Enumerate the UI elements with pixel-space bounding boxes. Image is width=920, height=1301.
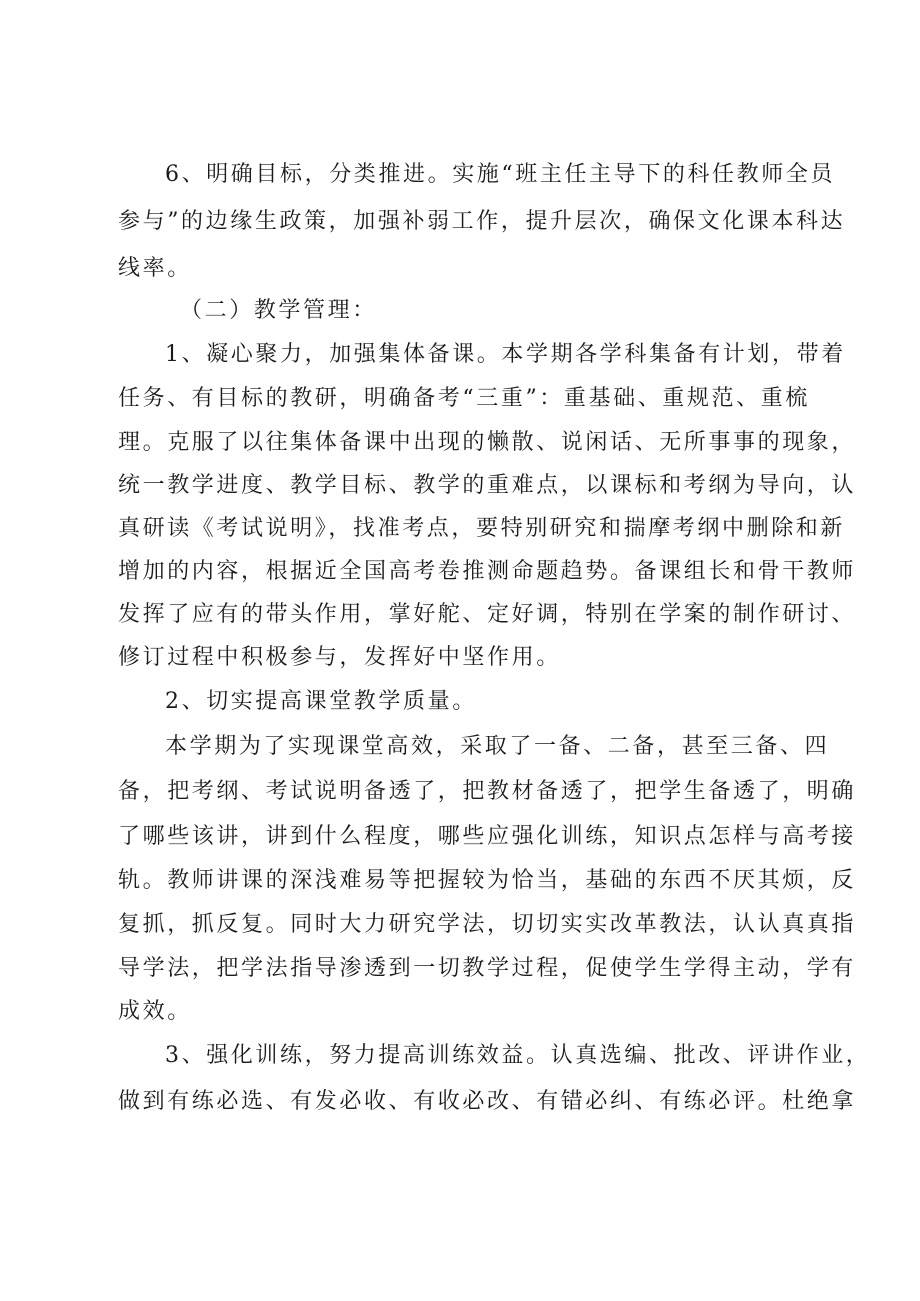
paragraph-1-line-7: 发挥了应有的带头作用，掌好舵、定好调，特别在学案的制作研讨、	[118, 602, 857, 627]
paragraph-2-line-1: 本学期为了实现课堂高效，采取了一备、二备，甚至三备、四	[165, 734, 830, 759]
paragraph-1-line-8: 修订过程中积极参与，发挥好中坚作用。	[118, 645, 561, 670]
paragraph-1-line-1: 1、凝心聚力，加强集体备课。本学期各学科集备有计划，带着	[165, 342, 846, 367]
paragraph-6-line-1: 6、明确目标，分类推进。实施“班主任主导下的科任教师全员	[165, 162, 836, 187]
section-heading-teaching-management: （二）教学管理：	[180, 298, 377, 323]
paragraph-1-line-3: 理。克服了以往集体备课中出现的懒散、说闲话、无所事事的现象，	[118, 430, 857, 455]
paragraph-2-heading: 2、切实提高课堂教学质量。	[165, 689, 477, 714]
paragraph-2-line-7: 成效。	[118, 999, 192, 1024]
paragraph-3-line-1: 3、强化训练，努力提高训练效益。认真选编、批改、评讲作业，	[165, 1043, 871, 1068]
paragraph-6-line-2: 参与”的边缘生政策，加强补弱工作，提升层次，确保文化课本科达	[118, 209, 846, 234]
paragraph-6-line-3: 线率。	[118, 256, 192, 281]
paragraph-2-line-3: 了哪些该讲，讲到什么程度，哪些应强化训练，知识点怎样与高考接	[118, 824, 857, 849]
paragraph-1-line-4: 统一教学进度、教学目标、教学的重难点，以课标和考纲为导向，认	[118, 473, 857, 498]
paragraph-2-line-4: 轨。教师讲课的深浅难易等把握较为恰当，基础的东西不厌其烦，反	[118, 868, 857, 893]
paragraph-3-line-2: 做到有练必选、有发必收、有收必改、有错必纠、有练必评。杜绝拿	[118, 1089, 857, 1114]
paragraph-2-line-5: 复抓，抓反复。同时大力研究学法，切切实实改革教法，认认真真指	[118, 912, 857, 937]
paragraph-1-line-6: 增加的内容，根据近全国高考卷推测命题趋势。备课组长和骨干教师	[118, 559, 857, 584]
paragraph-1-line-2: 任务、有目标的教研，明确备考“三重”：重基础、重规范、重梳	[118, 386, 810, 411]
paragraph-2-line-2: 备，把考纲、考试说明备透了，把教材备透了，把学生备透了，明确	[118, 779, 857, 804]
paragraph-2-line-6: 导学法，把学法指导渗透到一切教学过程，促使学生学得主动，学有	[118, 956, 857, 981]
paragraph-1-line-5: 真研读《考试说明》，找准考点，要特别研究和揣摩考纲中删除和新	[118, 516, 846, 541]
